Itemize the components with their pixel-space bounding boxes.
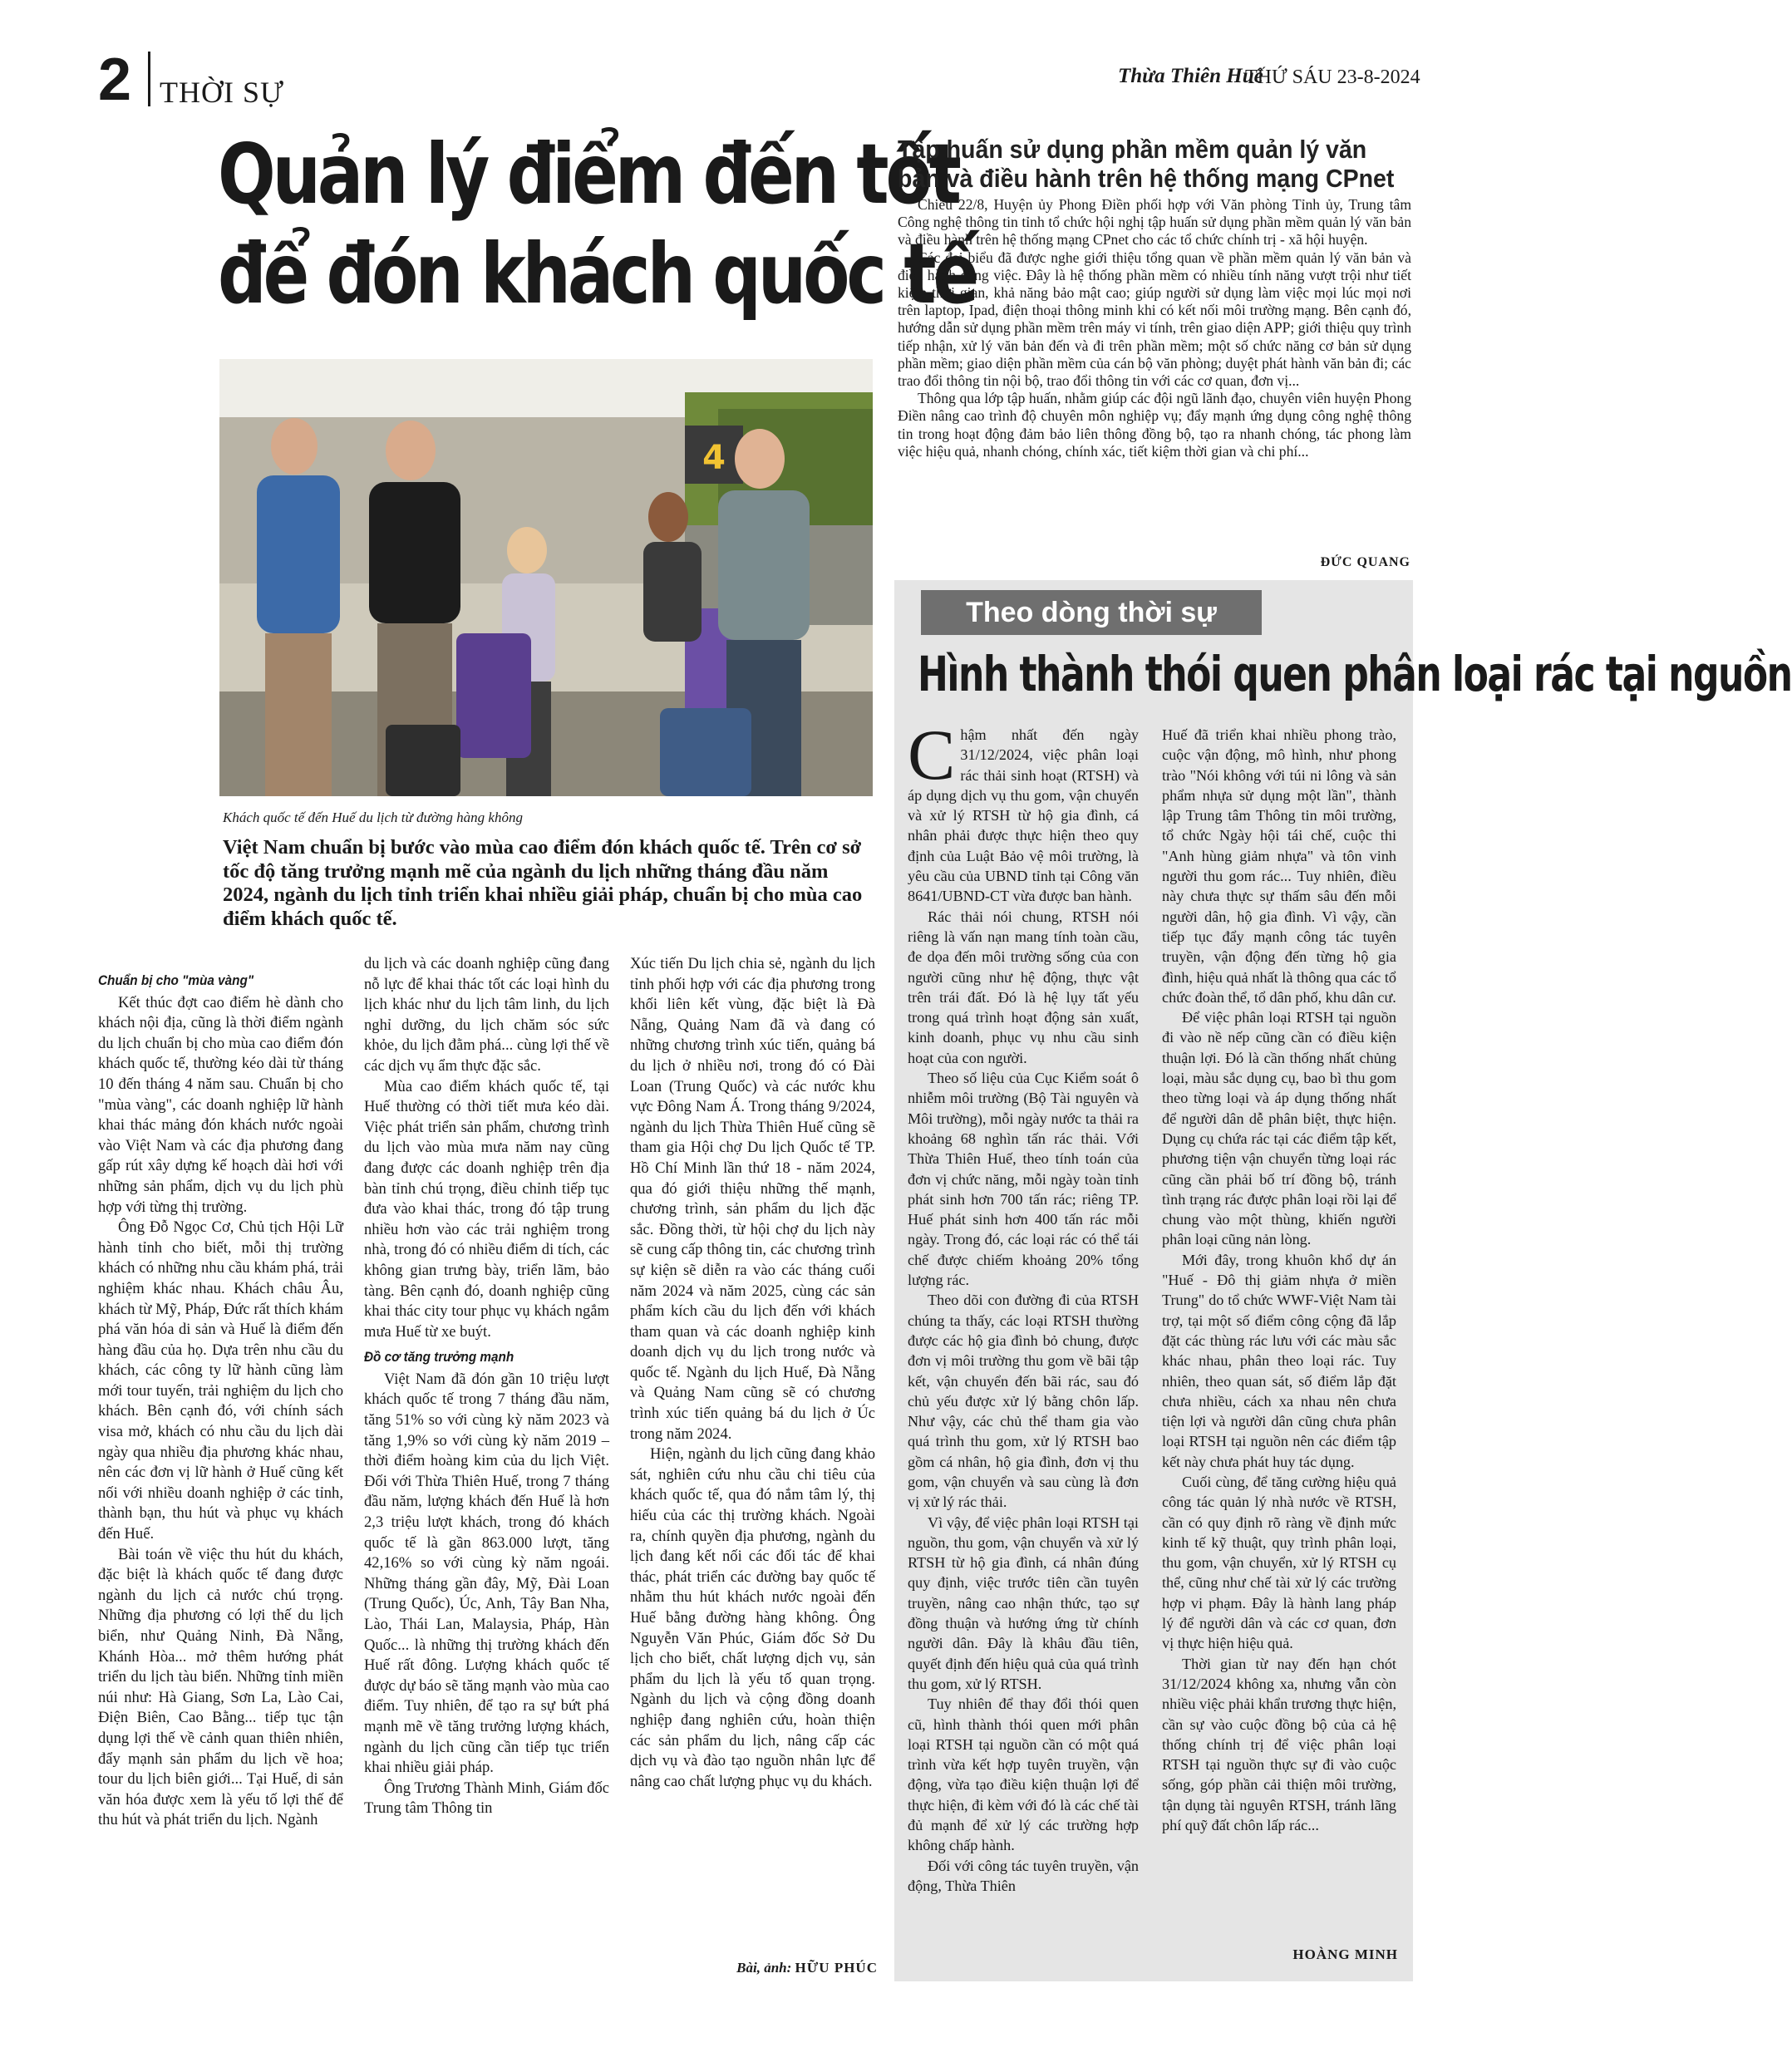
paragraph: Xúc tiến Du lịch chia sẻ, ngành du lịch tỉnh phối hợp với các địa phương trong khối liên kết vùng, đặc biệt là Đà Nẵng, Quảng Nam đã và đang có những chương trình xúc tiến, quảng bá du lịch ở nhiều nơi, trong đó có Đài Loan (Trung Quốc) và các nước khu vực Đông Nam Á. Trong tháng 9/2024, ngành du lịch Thừa Thiên Huế cũng sẽ tham gia Hội chợ Du lịch Quốc tế TP. Hồ Chí Minh lần thứ 18 - năm 2024, qua đó giới thiệu những thế mạnh, chương trình, sản phẩm du lịch đặc sắc. Đồng thời, từ hội chợ du lịch này sẽ cung cấp thông tin, các chương trình sự kiện sẽ diễn ra vào các tháng cuối năm 2024 và năm 2025, cùng các sản phẩm kích cầu du lịch đến với khách tham quan và các doanh nghiệp kinh doanh dịch vụ du lịch trong nước và quốc tế. Ngành du lịch Huế, Đà Nẵng và Quảng Nam cũng sẽ có chương trình xúc tiến quảng bá du lịch ở Úc trong năm 2024.	[630, 955, 875, 1443]
airport-photo	[219, 359, 873, 796]
paragraph: Mới đây, trong khuôn khổ dự án "Huế - Đô thị giảm nhựa ở miền Trung" do tổ chức WWF-Việt Nam tài trợ, tại một số điểm công cộng đã lắp đặt các thùng rác lưu với các màu sắc khác nhau, phân theo loại rác. Tuy nhiên, theo quan sát, số điểm lắp đặt chưa nhiều, cách xa nhau nên chưa tiện lợi và người dân cũng chưa phân loại RTSH tại nguồn nên các điểm tập kết này chưa phát huy tác dụng.	[1162, 1251, 1396, 1470]
paragraph: Đối với công tác tuyên truyền, vận động, Thừa Thiên	[908, 1857, 1139, 1894]
subhead-golden-season: Chuẩn bị cho "mùa vàng"	[98, 972, 254, 988]
brief-body	[898, 196, 1411, 460]
paragraph: Kết thúc đợt cao điểm hè dành cho khách nội địa, cũng là thời điểm ngành du lịch chuẩn bị cho mùa cao điểm đón khách quốc tế, thường kéo dài từ tháng 10 đến tháng 4 năm sau. Chuẩn bị cho "mùa vàng", các doanh nghiệp lữ hành khai thác mảng đón khách nước ngoài vào Việt Nam và các địa phương đang gấp rút xây dựng kế hoạch dài hơi với những sản phẩm, dịch vụ du lịch phù hợp với từng thị trường.	[98, 993, 343, 1216]
paragraph: Theo số liệu của Cục Kiểm soát ô nhiễm môi trường (Bộ Tài nguyên và Môi trường), mỗi ngày nước ta thải ra khoảng 68 nghìn tấn rác thải. Với Thừa Thiên Huế, theo tính toán của đơn vị chức năng, mỗi ngày toàn tỉnh phát sinh hơn 700 tấn rác; riêng TP. Huế phát sinh hơn 400 tấn rác mỗi ngày. Trong đó, các loại rác có thể tái chế được chiếm khoảng 20% tổng lượng rác.	[908, 1070, 1139, 1289]
headline-line-2: để đón khách quốc tế	[218, 225, 976, 322]
paragraph: Rác thải nói chung, RTSH nói riêng là vấn nạn mang tính toàn cầu, đe dọa đến môi trường sống của con người cũng như hệ động, thực vật trên trái đất. Đó là hệ lụy tất yếu trong quá trình hoạt động sản xuất, kinh doanh, phục vụ nhu cầu sinh hoạt của con người.	[908, 908, 1139, 1066]
article-lead: Việt Nam chuẩn bị bước vào mùa cao điểm đón khách quốc tế. Trên cơ sở tốc độ tăng trưởng mạnh mẽ của ngành du lịch những tháng đầu năm 2024, ngành du lịch tỉnh triển khai nhiều giải pháp, chuẩn bị cho mùa cao điểm khách quốc tế.	[223, 836, 863, 930]
paragraph: Tuy nhiên để thay đổi thói quen cũ, hình thành thói quen mới phân loại RTSH tại nguồn cần có một quá trình vừa kết hợp tuyên truyền, vận động, vừa tạo điều kiện thuận lợi để thực hiện, đi kèm với đó là các chế tài đủ mạnh để xử lý các trường hợp không chấp hành.	[908, 1695, 1139, 1854]
opinion-column-2	[1162, 725, 1396, 1835]
drop-cap: C	[908, 715, 956, 795]
photo-caption: Khách quốc tế đến Huế du lịch từ đường hàng không	[223, 810, 523, 825]
opinion-column-1	[908, 715, 1139, 1896]
paragraph: Mùa cao điểm khách quốc tế, tại Huế thường có thời tiết mưa kéo dài. Việc phát triển sản phẩm, chương trình du lịch vào mùa mưa năm nay cũng đang được các doanh nghiệp trên địa bàn tỉnh chú trọng, điều chỉnh tiếp tục đưa vào khai thác, trong đó tập trung nhiều hơn vào các trải nghiệm trong nhà, trong đó có nhiều điểm di tích, các không gian trưng bày, triển lãm, bảo tàng. Bên cạnh đó, doanh nghiệp cũng khai thác city tour phục vụ khách ngắm mưa Huế từ xe buýt.	[364, 1077, 609, 1341]
paragraph: Theo dõi con đường đi của RTSH chúng ta thấy, các loại RTSH thường được các hộ gia đình bỏ chung, được đơn vị môi trường thu gom về bãi tập kết, vận chuyển đến bãi rác, sau đó chủ yếu được xử lý bằng chôn lấp. Như vậy, các chủ thể tham gia vào quá trình thu gom, xử lý RTSH bao gồm cá nhân, hộ gia đình, đơn vị thu gom, vận chuyển và sau cùng là đơn vị xử lý rác thải.	[908, 1292, 1139, 1511]
paragraph: Để việc phân loại RTSH tại nguồn đi vào nề nếp cũng cần có điều kiện thuận lợi. Đó là cần thống nhất chủng loại, màu sắc dụng cụ, bao bì thu gom theo từng loại và áp dụng thống nhất để người dân dễ phân biệt, thực hiện. Dụng cụ chứa rác tại các điểm tập kết, phương tiện vận chuyển từng loại rác cũng cần phải bố trí đồng bộ, tránh tình trạng rác được phân loại rồi lại để chung vào một thùng, khiến người phân loại cũng nản lòng.	[1162, 1009, 1396, 1248]
paragraph: du lịch và các doanh nghiệp cũng đang nỗ lực để khai thác tốt các loại hình du lịch khác như du lịch tâm linh, du lịch nghỉ dưỡng, du lịch chăm sóc sức khỏe, du lịch đằm phá... cùng lợi thế về các dịch vụ ẩm thực đặc sắc.	[364, 955, 609, 1075]
header-divider	[148, 52, 150, 106]
subhead-growth-momentum: Đồ cơ tăng trưởng mạnh	[364, 1349, 514, 1366]
newspaper-name: Thừa Thiên Huế	[1118, 65, 1263, 87]
paragraph: Việt Nam đã đón gần 10 triệu lượt khách quốc tế trong 7 tháng đầu năm, tăng 51% so với cùng kỳ năm 2023 và tăng 1,9% so với cùng kỳ năm 2019 – thời điểm hoàng kim của du lịch Việt. Đối với Thừa Thiên Huế, trong 7 tháng đầu năm, lượng khách đến Huế là hơn 2,3 triệu lượt khách, trong đó khách quốc tế là gần 863.000 lượt, tăng 42,16% so với cùng kỳ năm ngoái. Những tháng gần đây, Mỹ, Đài Loan (Trung Quốc), Úc, Anh, Tây Ban Nha, Lào, Thái Lan, Malaysia, Pháp, Hàn Quốc... là những thị trường khách đến Huế rất đông. Lượng khách quốc tế được dự báo sẽ tăng mạnh vào mùa cao điểm. Tuy nhiên, để tạo ra sự bứt phá mạnh mẽ về tăng trưởng lượng khách, ngành du lịch cũng cần tiếp tục triển khai nhiều giải pháp.	[364, 1370, 609, 1777]
paragraph: Ông Đỗ Ngọc Cơ, Chủ tịch Hội Lữ hành tỉnh cho biết, mỗi thị trường khách có những nhu cầu khám phá, trải nghiệm khác nhau. Khách châu Âu, khách từ Mỹ, Pháp, Đức rất thích khám phá văn hóa di sản và Huế là điểm đến hàng đầu của họ. Dựa trên nhu cầu du khách, các công ty lữ hành cũng làm mới tour tuyến, trải nghiệm du lịch cho khách. Bên cạnh đó, với chính sách visa mở, khách có nhu cầu du lịch dài ngày qua nhiều địa phương khác nhau, nên các đơn vị lữ hành ở Huế cũng kết nối với nhiều doanh nghiệp ở các tỉnh, thành bạn, thu hút và phục vụ khách đến Huế.	[98, 1218, 343, 1543]
opinion-author: HOÀNG MINH	[1292, 1946, 1398, 1962]
byline-name: HỮU PHÚC	[795, 1960, 878, 1976]
brief-headline: Tập huấn sử dụng phần mềm quản lý văn bản và điều hành trên hệ thống mạng CPnet	[898, 135, 1395, 193]
paragraph: Vì vậy, để việc phân loại RTSH tại nguồn, thu gom, vận chuyển và xử lý RTSH từ hộ gia đình, cá nhân đúng quy định, việc trước tiên cần tuyên truyền, nâng cao nhận thức, tạo sự đồng thuận và hướng ứng từ chính người dân. Đây là khâu đầu tiên, quyết định đến hiệu quả của quá trình thu gom, xử lý RTSH.	[908, 1513, 1139, 1692]
gate-sign-number: 4	[702, 439, 726, 477]
article-column-3	[630, 954, 875, 1792]
paragraph: Hiện, ngành du lịch cũng đang khảo sát, nghiên cứu nhu cầu chi tiêu của khách quốc tế, qua đó nắm tâm lý, thị hiếu của các thị trường khách. Ngoài ra, chính quyền địa phương, ngành du lịch đang kết nối các đối tác để khai thác, phát triển các đường bay quốc tế nhằm thu hút khách nước ngoài đến Huế bằng đường hàng không. Ông Nguyễn Văn Phúc, Giám đốc Sở Du lịch cho biết, chất lượng dịch vụ, sản phẩm du lịch là yếu tố quan trọng. Ngành du lịch và cộng đồng doanh nghiệp đang nghiên cứu, hoàn thiện các sản phẩm du lịch, nâng cấp các dịch vụ và đào tạo nguồn nhân lực để nâng cao chất lượng phục vụ du khách.	[630, 1445, 875, 1790]
paragraph: Thời gian từ nay đến hạn chót 31/12/2024 không xa, nhưng vẫn còn nhiều việc phải khẩn trương thực hiện, cần sự vào cuộc đồng bộ của cả hệ thống chính trị để việc phân loại RTSH tại nguồn thực sự đi vào cuộc sống, góp phần cải thiện môi trường, tận dụng tài nguyên RTSH, tránh lãng phí quỹ đất chôn lấp rác...	[1162, 1655, 1396, 1834]
page-number: 2	[98, 47, 132, 113]
paragraph: Cuối cùng, để tăng cường hiệu quả công tác quản lý nhà nước về RTSH, cần có quy định rõ ràng về định mức kinh tế kỹ thuật, quy trình phân loại, thu gom, vận chuyển, xử lý RTSH cụ thể, cũng như chế tài xử lý các trường hợp vi phạm. Đây là hành lang pháp lý để người dân và các cơ quan, đơn vị thực hiện hiệu quả.	[1162, 1473, 1396, 1652]
opinion-tag: Theo dòng thời sự	[921, 590, 1262, 635]
issue-date: THỨ SÁU 23-8-2024	[1245, 66, 1420, 88]
section-title: THỜI SỰ	[160, 76, 284, 109]
headline-line-1: Quản lý điểm đến tốt	[218, 125, 958, 223]
paragraph: Bài toán về việc thu hút du khách, đặc biệt là khách quốc tế đang được ngành du lịch cả nước chú trọng. Những địa phương có lợi thế du lịch biển, như Quảng Ninh, Đà Nẵng, Khánh Hòa... mở thêm hướng phát triển du lịch tàu biển. Những tỉnh miền núi như: Hà Giang, Sơn La, Lào Cai, Điện Biên, Cao Bằng... tiếp tục tận dụng lợi thế về cảnh quan thiên nhiên, đẩy mạnh sản phẩm du lịch về hoa; tour du lịch biên giới... Tại Huế, di sản văn hóa được xem là yếu tố lợi thế để thu hút và phát triển du lịch. Ngành	[98, 1545, 343, 1829]
paragraph: Huế đã triển khai nhiều phong trào, cuộc vận động, mô hình, như phong trào "Nói không với túi ni lông và sản phẩm nhựa sử dụng một lần", thành lập Trung tâm Thông tin môi trường, tổ chức Ngày hội tái chế, cuộc thi "Anh hùng giảm nhựa" và tôn vinh người thu gom rác... Tuy nhiên, điều này chưa thực sự thấm sâu đến mỗi người dân, hộ gia đình. Vì vậy, cần tiếp tục đẩy mạnh công tác tuyên truyền, vận động đến từng hộ gia đình, hiệu quả nhất là thông qua các tổ chức đoàn thể, tổ dân phố, khu dân cư.	[1162, 726, 1396, 1006]
article-byline	[736, 1960, 878, 1976]
main-headline	[218, 125, 976, 324]
opinion-headline: Hình thành thói quen phân loại rác tại nguồn	[918, 646, 1792, 702]
paragraph: Ông Trương Thành Minh, Giám đốc Trung tâm Thông tin	[364, 1779, 609, 1818]
byline-label: Bài, ảnh:	[736, 1960, 792, 1976]
article-column-2	[364, 954, 609, 1819]
paragraph-opening: hậm nhất đến ngày 31/12/2024, việc phân loại rác thải sinh hoạt (RTSH) và áp dụng dịch vụ thu gom, vận chuyển và xử lý RTSH từ hộ gia đình, cá nhân phải được thực hiện theo quy định của Luật Bảo vệ môi trường, là yêu cầu của UBND tỉnh tại Công văn 8641/UBND-CT vừa được ban hành.	[908, 726, 1139, 905]
paragraph: Thông qua lớp tập huấn, nhằm giúp các đội ngũ lãnh đạo, chuyên viên huyện Phong Điền nâng cao trình độ chuyên môn nghiệp vụ; đẩy mạnh ứng dụng công nghệ thông tin trong hoạt động đảm bảo liên thông đồng bộ, tạo ra nhanh chóng, tác phong làm việc hiệu quả, nhanh chóng, chính xác, tiết kiệm thời gian và chi phí...	[898, 390, 1411, 460]
airport-photo-illustration	[219, 359, 873, 796]
paragraph: Chiều 22/8, Huyện ủy Phong Điền phối hợp với Văn phòng Tỉnh ủy, Trung tâm Công nghệ thông tin tỉnh tổ chức hội nghị tập huấn sử dụng phần mềm quản lý văn bản và điều hành trên hệ thống mạng CPnet cho các tổ chức chính trị - xã hội huyện.	[898, 196, 1411, 249]
article-column-1	[98, 971, 343, 1831]
brief-author: ĐỨC QUANG	[1320, 555, 1410, 569]
paragraph: Các đại biểu đã được nghe giới thiệu tổng quan về phần mềm quản lý văn bản và điều hành công việc. Đây là hệ thống phần mềm có nhiều tính năng vượt trội như tiết kiệm thời gian, khả năng bảo mật cao; giúp người sử dụng làm việc mọi lúc mọi nơi trên laptop, Ipad, điện thoại thông minh khi có kết nối môi trường mạng. Bên cạnh đó, hướng dẫn sử dụng phần mềm trên máy vi tính, trên giao diện APP; giới thiệu quy trình tiếp nhận, xử lý văn bản đến và đi trên phần mềm; một số chức năng cơ bản sử dụng phần mềm; giao diện phần mềm của cán bộ văn phòng; duyệt phát hành văn bản đi; các trao đổi thông tin nội bộ, trao đổi thông tin với các cơ quan, đơn vị...	[898, 249, 1411, 390]
